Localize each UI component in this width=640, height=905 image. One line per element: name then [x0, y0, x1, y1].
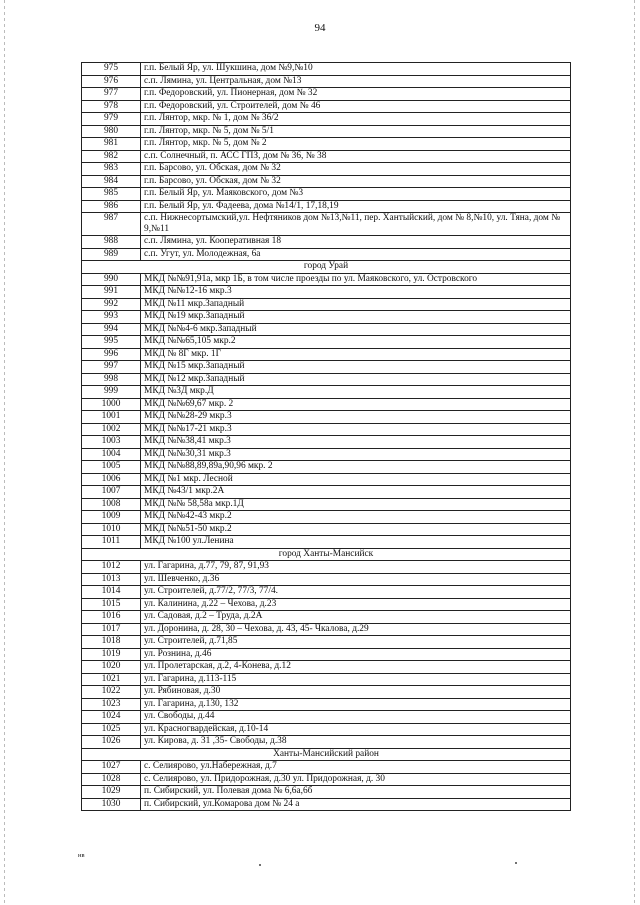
row-number: 977: [82, 88, 141, 101]
row-number: 990: [82, 273, 141, 286]
table-row: [82, 623, 571, 636]
row-address: г.п. Белый Яр, ул. Маяковского, дом №3: [141, 188, 571, 201]
row-number: 1025: [82, 723, 141, 736]
table-row: [82, 611, 571, 624]
row-address: МКД №№88,89,89а,90,96 мкр. 2: [141, 461, 571, 474]
table-row: [82, 361, 571, 374]
row-number: 1022: [82, 686, 141, 699]
row-number: 1020: [82, 661, 141, 674]
row-number: 1026: [82, 736, 141, 749]
scan-edge-left: [4, 0, 5, 905]
table-row: [82, 163, 571, 176]
table-row: [82, 423, 571, 436]
table-row: [82, 461, 571, 474]
row-address: МКД №12 мкр.Западный: [141, 373, 571, 386]
table-row: [82, 150, 571, 163]
table-row: [82, 248, 571, 261]
row-address: МКД №3Д мкр.Д: [141, 386, 571, 399]
row-number: 1010: [82, 523, 141, 536]
row-address: с.п. Солнечный, п. АСС ГПЗ, дом № 36, № 38: [141, 150, 571, 163]
row-address: ул. Гагарина, д.77, 79, 87, 91,93: [141, 561, 571, 574]
row-number: 1021: [82, 673, 141, 686]
table-row: [82, 711, 571, 724]
table-row: [82, 736, 571, 749]
row-number: 1013: [82, 573, 141, 586]
row-number: 1008: [82, 498, 141, 511]
address-table-body: [82, 63, 571, 811]
table-row: [82, 373, 571, 386]
table-row: [82, 636, 571, 649]
row-number: 988: [82, 236, 141, 249]
row-number: 1019: [82, 648, 141, 661]
row-address: г.п. Барсово, ул. Обская, дом № 32: [141, 163, 571, 176]
row-number: 989: [82, 248, 141, 261]
row-number: 981: [82, 138, 141, 151]
row-address: МКД №№69,67 мкр. 2: [141, 398, 571, 411]
row-address: п. Сибирский, ул.Комарова дом № 24 а: [141, 798, 571, 811]
table-row: [82, 63, 571, 76]
scan-speck: [515, 862, 517, 864]
row-address: ул. Строителей, д.77/2, 77/3, 77/4.: [141, 586, 571, 599]
table-row: [82, 473, 571, 486]
row-address: МКД №43/1 мкр.2А: [141, 486, 571, 499]
row-address: ул. Рознина, д.46: [141, 648, 571, 661]
scan-speck: [259, 864, 261, 866]
table-row: [82, 213, 571, 236]
row-address: ул. Шевченко, д.36: [141, 573, 571, 586]
section-title: город Урай: [82, 261, 571, 274]
table-row: [82, 298, 571, 311]
row-address: ул. Калинина, д.22 – Чехова, д.23: [141, 598, 571, 611]
table-row: [82, 236, 571, 249]
row-address: п. Сибирский, ул. Полевая дома № 6,6а,6б: [141, 786, 571, 799]
row-number: 987: [82, 213, 141, 236]
table-row: [82, 323, 571, 336]
row-number: 986: [82, 200, 141, 213]
row-number: 1001: [82, 411, 141, 424]
footer-mark: нв: [78, 852, 85, 859]
row-number: 978: [82, 100, 141, 113]
row-number: 1027: [82, 761, 141, 774]
row-number: 1024: [82, 711, 141, 724]
row-address: МКД №11 мкр.Западный: [141, 298, 571, 311]
row-address: МКД №№12-16 мкр.3: [141, 286, 571, 299]
table-row: [82, 686, 571, 699]
row-number: 1016: [82, 611, 141, 624]
table-row: [82, 698, 571, 711]
row-address: МКД №1 мкр. Лесной: [141, 473, 571, 486]
row-address: ул. Красногвардейская, д.10-14: [141, 723, 571, 736]
row-number: 1018: [82, 636, 141, 649]
row-address: МКД №19 мкр.Западный: [141, 311, 571, 324]
table-row: [82, 511, 571, 524]
row-number: 991: [82, 286, 141, 299]
table-row: [82, 138, 571, 151]
row-address: МКД №100 ул.Ленина: [141, 536, 571, 549]
table-row: [82, 773, 571, 786]
row-address: г.п. Лянтор, мкр. № 5, дом № 2: [141, 138, 571, 151]
table-row: [82, 561, 571, 574]
row-number: 1030: [82, 798, 141, 811]
row-number: 979: [82, 113, 141, 126]
row-address: МКД №№65,105 мкр.2: [141, 336, 571, 349]
row-address: МКД №15 мкр.Западный: [141, 361, 571, 374]
row-address: с.п. Угут, ул. Молодежная, 6а: [141, 248, 571, 261]
row-address: г.п. Федоровский, ул. Пионерная, дом № 32: [141, 88, 571, 101]
row-address: ул. Гагарина, д.113-115: [141, 673, 571, 686]
table-row: [82, 661, 571, 674]
section-header-row: [82, 748, 571, 761]
row-number: 1009: [82, 511, 141, 524]
table-row: [82, 436, 571, 449]
row-number: 980: [82, 125, 141, 138]
row-number: 1011: [82, 536, 141, 549]
row-number: 985: [82, 188, 141, 201]
table-row: [82, 448, 571, 461]
table-row: [82, 673, 571, 686]
row-number: 997: [82, 361, 141, 374]
row-number: 995: [82, 336, 141, 349]
table-row: [82, 523, 571, 536]
table-row: [82, 311, 571, 324]
row-number: 993: [82, 311, 141, 324]
section-title: город Ханты-Мансийск: [82, 548, 571, 561]
row-number: 1017: [82, 623, 141, 636]
row-address: с.п. Лямина, ул. Кооперативная 18: [141, 236, 571, 249]
table-row: [82, 798, 571, 811]
table-row: [82, 200, 571, 213]
row-number: 1012: [82, 561, 141, 574]
row-address: ул. Доронина, д. 28, 30 – Чехова, д. 43, 45- Чкалова, д.29: [141, 623, 571, 636]
table-row: [82, 573, 571, 586]
section-header-row: [82, 261, 571, 274]
row-number: 984: [82, 175, 141, 188]
row-address: ул. Свободы, д.44: [141, 711, 571, 724]
section-title: Ханты-Мансийский район: [82, 748, 571, 761]
table-row: [82, 486, 571, 499]
row-number: 1029: [82, 786, 141, 799]
table-row: [82, 598, 571, 611]
table-row: [82, 188, 571, 201]
table-row: [82, 348, 571, 361]
row-number: 1014: [82, 586, 141, 599]
row-number: 998: [82, 373, 141, 386]
row-address: МКД №№30,31 мкр.3: [141, 448, 571, 461]
table-row: [82, 786, 571, 799]
row-address: МКД №№4-6 мкр.Западный: [141, 323, 571, 336]
row-number: 982: [82, 150, 141, 163]
row-number: 1000: [82, 398, 141, 411]
table-row: [82, 586, 571, 599]
row-address: МКД №№42-43 мкр.2: [141, 511, 571, 524]
table-row: [82, 336, 571, 349]
row-address: ул. Строителей, д.71,85: [141, 636, 571, 649]
row-address: МКД №№28-29 мкр.3: [141, 411, 571, 424]
row-number: 1028: [82, 773, 141, 786]
row-address: г.п. Белый Яр, ул. Фадеева, дома №14/1, 17,18,19: [141, 200, 571, 213]
table-row: [82, 100, 571, 113]
section-header-row: [82, 548, 571, 561]
row-address: МКД №№51-50 мкр.2: [141, 523, 571, 536]
row-number: 1007: [82, 486, 141, 499]
row-number: 1006: [82, 473, 141, 486]
table-row: [82, 175, 571, 188]
row-address: г.п. Лянтор, мкр. № 5, дом № 5/1: [141, 125, 571, 138]
row-address: МКД №№38,41 мкр.3: [141, 436, 571, 449]
row-address: с.п. Лямина, ул. Центральная, дом №13: [141, 75, 571, 88]
table-row: [82, 125, 571, 138]
table-row: [82, 88, 571, 101]
row-address: г.п. Лянтор, мкр. № 1, дом № 36/2: [141, 113, 571, 126]
row-address: ул. Рябиновая, д.30: [141, 686, 571, 699]
scan-edge-right: [634, 0, 635, 905]
row-number: 994: [82, 323, 141, 336]
row-number: 1003: [82, 436, 141, 449]
row-number: 1015: [82, 598, 141, 611]
row-address: ул. Пролетарская, д.2, 4-Конева, д.12: [141, 661, 571, 674]
row-number: 996: [82, 348, 141, 361]
table-row: [82, 386, 571, 399]
row-address: с.п. Нижнесортымский,ул. Нефтяников дом №13,№11, пер. Хантыйский, дом № 8,№10, ул. Тяна, дом № 9,№11: [141, 213, 571, 236]
page-number: 94: [314, 22, 326, 34]
row-address: ул. Садовая, д.2 – Труда, д.2А: [141, 611, 571, 624]
address-table: [81, 62, 571, 811]
row-address: ул. Кирова, д. 31 ,35- Свободы, д.38: [141, 736, 571, 749]
row-number: 975: [82, 63, 141, 76]
row-address: МКД №№91,91а, мкр 1Б, в том числе проезды по ул. Маяковского, ул. Островского: [141, 273, 571, 286]
row-address: ул. Гагарина, д.130, 132: [141, 698, 571, 711]
row-number: 983: [82, 163, 141, 176]
row-address: г.п. Белый Яр, ул. Шукшина, дом №9,№10: [141, 63, 571, 76]
row-number: 992: [82, 298, 141, 311]
table-row: [82, 723, 571, 736]
row-number: 999: [82, 386, 141, 399]
row-address: г.п. Федоровский, ул. Строителей, дом № 46: [141, 100, 571, 113]
row-address: МКД №№ 58,58а мкр.1Д: [141, 498, 571, 511]
row-address: г.п. Барсово, ул. Обская, дом № 32: [141, 175, 571, 188]
table-row: [82, 75, 571, 88]
table-row: [82, 498, 571, 511]
table-row: [82, 286, 571, 299]
row-number: 976: [82, 75, 141, 88]
row-number: 1004: [82, 448, 141, 461]
row-address: с. Селиярово, ул.Набережная, д.7: [141, 761, 571, 774]
row-number: 1002: [82, 423, 141, 436]
table-row: [82, 761, 571, 774]
table-row: [82, 273, 571, 286]
table-row: [82, 536, 571, 549]
row-number: 1005: [82, 461, 141, 474]
row-number: 1023: [82, 698, 141, 711]
table-row: [82, 113, 571, 126]
row-address: МКД № 8Г мкр. 1Г: [141, 348, 571, 361]
table-row: [82, 398, 571, 411]
table-row: [82, 411, 571, 424]
table-row: [82, 648, 571, 661]
row-address: МКД №№17-21 мкр.3: [141, 423, 571, 436]
row-address: с. Селиярово, ул. Придорожная, д.30 ул. Придорожная, д. 30: [141, 773, 571, 786]
